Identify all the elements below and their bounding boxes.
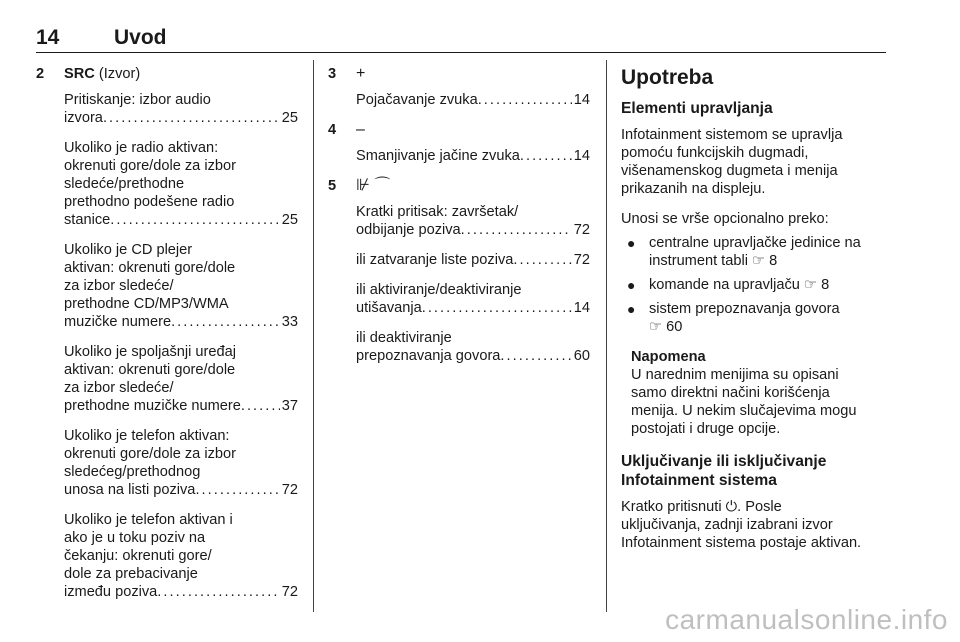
text-line: sledeće/prethodne xyxy=(64,176,185,192)
toc-line[interactable] xyxy=(356,347,590,365)
toc-line[interactable] xyxy=(64,481,298,499)
toc-line[interactable] xyxy=(64,211,298,229)
item-number: 2 xyxy=(36,66,45,82)
toc-text: između poziva xyxy=(64,584,158,600)
page-ref: 37 xyxy=(281,398,298,414)
mute-end-call-icon: ⊮ ⌒ xyxy=(356,177,391,194)
page-ref: 72 xyxy=(281,584,298,600)
text-line: Pritiskanje: izbor audio xyxy=(64,92,211,108)
text-line: uključivanja, zadnji izabrani izvor xyxy=(621,517,833,533)
paragraph xyxy=(621,126,887,198)
text-line: postojati i druge opcije. xyxy=(631,421,781,437)
plus-icon: + xyxy=(356,65,366,82)
text-line: U narednim menijima su opisani xyxy=(631,367,839,383)
paragraph xyxy=(356,251,590,269)
page-ref: 33 xyxy=(281,314,298,330)
text-line: sistem prepoznavanja govora xyxy=(649,301,840,317)
toc-text: ili zatvaranje liste poziva xyxy=(356,252,514,268)
paragraph: Unosi se vrše opcionalno preko: xyxy=(621,211,829,227)
column-1 xyxy=(36,65,298,613)
item-title: SRC xyxy=(64,66,95,82)
item-src xyxy=(36,65,298,613)
toc-text: odbijanje poziva xyxy=(356,222,461,238)
toc-line[interactable] xyxy=(64,313,298,331)
paragraph xyxy=(621,498,887,552)
note-title: Napomena xyxy=(631,349,706,365)
paragraph xyxy=(356,329,590,365)
text-line: Ukoliko je telefon aktivan i xyxy=(64,512,233,528)
text-line: Infotainment sistemom se upravlja xyxy=(621,127,843,143)
page-ref: 25 xyxy=(281,110,298,126)
page-ref: 72 xyxy=(573,252,590,268)
text-line: okrenuti gore/dole za izbor xyxy=(64,158,236,174)
toc-text: prepoznavanja govora xyxy=(356,348,501,364)
text-line: Kratki pritisak: završetak/ xyxy=(356,204,519,220)
text-line: Kratko pritisnuti ⏻. Posle xyxy=(621,499,782,515)
list-item xyxy=(621,276,887,294)
toc-text: stanice xyxy=(64,212,111,228)
note-box xyxy=(621,348,887,438)
text-line: za izbor sledeće/ xyxy=(64,278,174,294)
text-line: Ukoliko je spoljašnji uređaj xyxy=(64,344,236,360)
text-line[interactable]: komande na upravljaču ☞ 8 xyxy=(649,277,830,293)
text-line: samo direktni načini korišćenja xyxy=(631,385,830,401)
text-line: Infotainment sistema postaje aktivan. xyxy=(621,535,862,551)
paragraph xyxy=(356,203,590,239)
text-line: pomoću funkcijskih dugmadi, xyxy=(621,145,809,161)
toc-line[interactable] xyxy=(356,251,590,269)
item-volume-down xyxy=(328,121,590,177)
page-ref: 14 xyxy=(573,92,590,108)
page-header xyxy=(36,22,886,53)
bullet-icon: ● xyxy=(627,235,636,251)
paragraph xyxy=(64,139,298,229)
chapter-title: Uvod xyxy=(114,26,167,49)
text-line: Uključivanje ili isključivanje xyxy=(621,453,827,470)
text-line: Ukoliko je telefon aktivan: xyxy=(64,428,230,444)
paragraph xyxy=(64,91,298,127)
paragraph xyxy=(64,343,298,415)
list-item xyxy=(621,234,887,270)
item-number: 3 xyxy=(328,66,337,82)
paragraph xyxy=(64,511,298,601)
text-line: ili aktiviranje/deaktiviranje xyxy=(356,282,522,298)
text-line: aktivan: okrenuti gore/dole xyxy=(64,260,236,276)
text-line[interactable]: instrument tabli ☞ 8 xyxy=(649,253,778,269)
item-number: 4 xyxy=(328,122,337,138)
bullet-icon: ● xyxy=(627,301,636,317)
text-line: ako je u toku poziv na xyxy=(64,530,206,546)
toc-text: unosa na listi poziva xyxy=(64,482,196,498)
paragraph xyxy=(64,427,298,499)
text-line: višenamenskog dugmeta i menija xyxy=(621,163,838,179)
text-line: aktivan: okrenuti gore/dole xyxy=(64,362,236,378)
text-line: čekanju: okrenuti gore/ xyxy=(64,548,212,564)
toc-text: utišavanja xyxy=(356,300,422,316)
text-line: prethodno podešene radio xyxy=(64,194,235,210)
text-line: sledećeg/prethodnog xyxy=(64,464,201,480)
toc-text: prethodne muzičke numere xyxy=(64,398,241,414)
toc-line[interactable] xyxy=(356,91,590,109)
paragraph xyxy=(64,241,298,331)
text-line: za izbor sledeće/ xyxy=(64,380,174,396)
page-ref: 25 xyxy=(281,212,298,228)
text-line: menija. U nekim slučajevima mogu xyxy=(631,403,857,419)
section-heading: Upotreba xyxy=(621,66,714,89)
text-line: prethodne CD/MP3/WMA xyxy=(64,296,229,312)
item-subtitle: (Izvor) xyxy=(94,66,141,82)
text-line: dole za prebacivanje xyxy=(64,566,198,582)
page-ref: 14 xyxy=(573,300,590,316)
toc-line[interactable] xyxy=(64,583,298,601)
page-ref: 14 xyxy=(573,148,590,164)
item-volume-up xyxy=(328,65,590,121)
subsection-heading: Elementi upravljanja xyxy=(621,100,773,117)
toc-text: izvora xyxy=(64,110,103,126)
item-mute-end-call xyxy=(328,177,590,377)
column-3 xyxy=(621,65,887,564)
page-ref: 72 xyxy=(573,222,590,238)
paragraph xyxy=(356,281,590,317)
text-line: centralne upravljačke jedinice na xyxy=(649,235,861,251)
text-line: okrenuti gore/dole za izbor xyxy=(64,446,236,462)
toc-line[interactable] xyxy=(356,221,590,239)
page-ref: 60 xyxy=(573,348,590,364)
item-number: 5 xyxy=(328,178,337,194)
text-line: Ukoliko je CD plejer xyxy=(64,242,193,258)
toc-line[interactable] xyxy=(356,147,590,165)
column-2 xyxy=(328,65,590,377)
text-line: ili deaktiviranje xyxy=(356,330,452,346)
column-divider xyxy=(606,60,607,612)
text-line: Infotainment sistema xyxy=(621,472,777,489)
toc-line[interactable] xyxy=(64,397,298,415)
toc-text: Pojačavanje zvuka xyxy=(356,92,478,108)
page-ref: 72 xyxy=(281,482,298,498)
bullet-list xyxy=(621,234,887,336)
subsection-heading xyxy=(621,452,887,490)
watermark: carmanualsonline.info xyxy=(665,604,948,635)
toc-text: Smanjivanje jačine zvuka xyxy=(356,148,520,164)
list-item xyxy=(621,300,887,336)
page-number: 14 xyxy=(36,26,60,49)
column-divider xyxy=(313,60,314,612)
text-line: Ukoliko je radio aktivan: xyxy=(64,140,219,156)
toc-line[interactable] xyxy=(356,299,590,317)
toc-text: muzičke numere xyxy=(64,314,172,330)
minus-icon: – xyxy=(356,121,365,138)
text-line[interactable]: ☞ 60 xyxy=(649,319,683,335)
bullet-icon: ● xyxy=(627,277,636,293)
toc-line[interactable] xyxy=(64,109,298,127)
text-line: prikazanih na displeju. xyxy=(621,181,766,197)
